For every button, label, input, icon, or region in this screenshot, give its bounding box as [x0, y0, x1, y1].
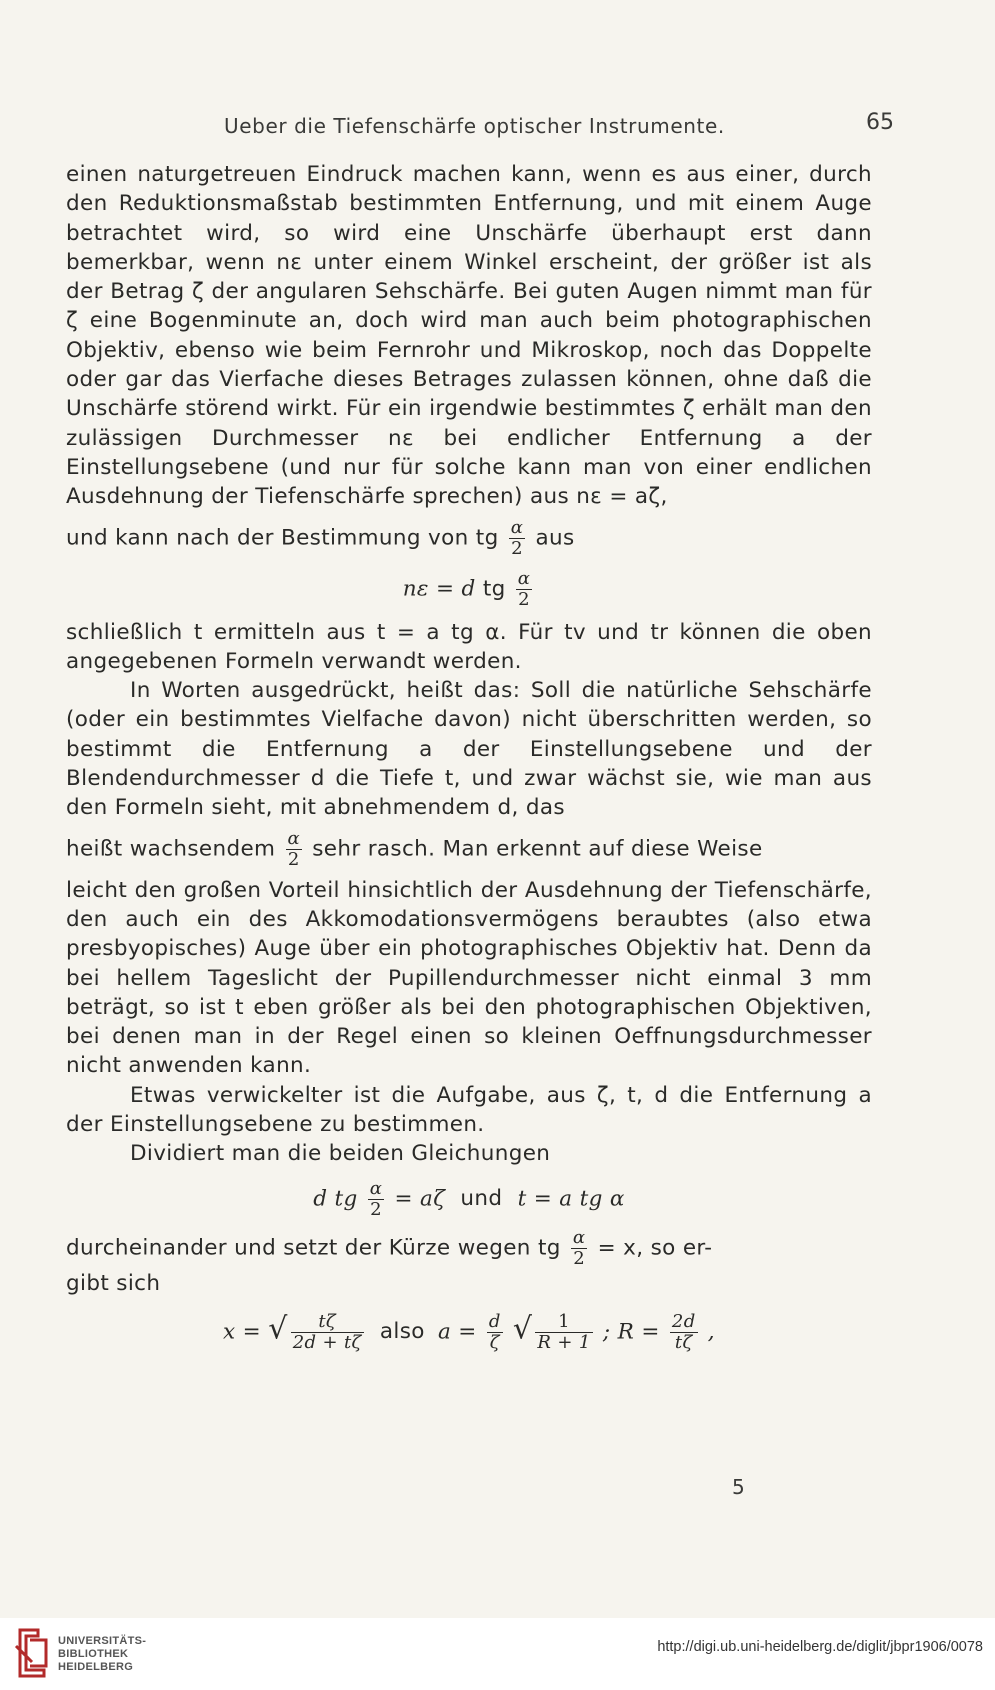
- formula-3-end: ,: [707, 1319, 715, 1345]
- fraction-numerator: 1: [535, 1312, 592, 1333]
- formula-3: [66, 1312, 872, 1353]
- page-header: [64, 110, 894, 144]
- sqrt-sign: √: [512, 1311, 533, 1347]
- paragraph-4-continued: [66, 829, 872, 870]
- paragraph-2-text-b: aus: [535, 525, 575, 551]
- fraction-denominator: 2: [511, 537, 523, 559]
- paragraph-4-text-b1: heißt wachsendem: [66, 836, 276, 862]
- fraction-tz-over-2d-tz: [291, 1312, 364, 1353]
- fraction-numerator: α: [287, 827, 301, 849]
- fraction-numerator: α: [517, 567, 531, 589]
- paragraph-1: einen naturgetreuen Eindruck machen kann, wenn es aus einer, durch den Reduktionsmaßstab bestimmten Entfernung, und mit einem Auge betrachtet wird, so wird eine Unschärfe überhaupt erst dann bemerkbar, wenn nε unter einem Winkel erscheint, der größer ist als der Betrag ζ der angularen Sehschärfe. Bei guten Augen nimmt man für ζ eine Bogenminute an, doch wird man auch beim photographischen Objektiv, ebenso wie beim Fernrohr und Mikroskop, noch das Doppelte oder gar das Vierfache dieses Betrages zulassen können, ohne daß die Unschärfe störend wirkt. Für ein irgendwie bestimmtes ζ erhält man den zulässigen Durchmesser nε bei endlicher Entfernung a der Einstellungsebene (und nur für solche kann man von einer endlichen Ausdehnung der Tiefenschärfe sprechen) aus nε = aζ,: [66, 162, 872, 510]
- formula-3-x: x =: [223, 1319, 262, 1345]
- formula-1: [66, 569, 872, 610]
- footer-bar: [0, 1618, 995, 1690]
- fraction-1-over-r-plus-1: [535, 1312, 592, 1353]
- fraction-alpha-half: [286, 829, 303, 870]
- fraction-denominator: 2: [573, 1247, 586, 1269]
- formula-3-a: a =: [437, 1319, 477, 1345]
- fraction-alpha-half: [516, 569, 533, 610]
- paragraph-7: Dividiert man die beiden Gleichungen: [130, 1141, 551, 1167]
- logo-line-3: HEIDELBERG: [58, 1661, 134, 1673]
- fraction-denominator: 2: [518, 588, 530, 610]
- paragraph-8-text-b: = x, so er-: [597, 1235, 713, 1261]
- fraction-numerator: tζ: [291, 1312, 364, 1333]
- fraction-alpha-half: [571, 1228, 588, 1269]
- formula-2-b: = aζ: [394, 1186, 446, 1212]
- paragraph-8: [66, 1228, 872, 1269]
- signature-mark: 5: [732, 1475, 745, 1499]
- source-url-link[interactable]: http://digi.ub.uni-heidelberg.de/diglit/jbpr1906/0078: [657, 1639, 983, 1655]
- fraction-numerator: d: [488, 1310, 501, 1332]
- paragraph-9: gibt sich: [66, 1270, 161, 1296]
- paragraph-2: [66, 518, 872, 559]
- paragraph-4-text-b2: sehr rasch. Man erkennt auf diese Weise: [312, 836, 763, 862]
- fraction-denominator: ζ: [489, 1331, 500, 1353]
- fraction-alpha-half: [509, 518, 526, 559]
- fraction-numerator: α: [572, 1226, 586, 1248]
- body-text: [66, 160, 872, 1361]
- paragraph-6: Etwas verwickelter ist die Aufgabe, aus ζ, t, d die Entfernung a der Einstellungsebene zu bestimmen.: [66, 1082, 872, 1138]
- formula-2-und: und: [460, 1186, 503, 1212]
- paragraph-5: leicht den großen Vorteil hinsichtlich der Ausdehnung der Tiefenschärfe, den auch ein des Akkomodationsvermögens beraubtes (also etwa presbyopisches) Auge über ein photographisches Objektiv hat. Denn da bei hellem Tageslicht der Pupillendurchmesser nicht einmal 3 mm beträgt, so ist t eben größer als bei den photographischen Objektiven, bei denen man in der Regel einen so kleinen Oeffnungsdurchmesser nicht anwenden kann.: [66, 877, 872, 1079]
- fraction-d-over-zeta: [487, 1312, 503, 1353]
- fraction-numerator: α: [510, 516, 524, 538]
- fraction-numerator: α: [369, 1177, 383, 1199]
- formula-1-tg: tg: [482, 576, 506, 602]
- paragraph-4: In Worten ausgedrückt, heißt das: Soll die natürliche Sehschärfe (oder ein bestimmtes Vielfache davon) nicht überschritten werden, so bestimmt die Entfernung a der Einstellungsebene und der Blendendurchmesser d die Tiefe t, und zwar wächst sie, wie man aus den Formeln sieht, mit abnehmendem d, das: [66, 678, 872, 821]
- fraction-denominator: 2: [287, 848, 300, 870]
- fraction-denominator: 2: [370, 1198, 382, 1220]
- paragraph-2-text-a: und kann nach der Bestimmung von tg: [66, 525, 499, 551]
- formula-2-a: d tg: [313, 1186, 358, 1212]
- fraction-denominator: tζ: [674, 1331, 693, 1353]
- fraction-numerator: 2d: [671, 1310, 696, 1332]
- fraction-denominator: R + 1: [537, 1331, 591, 1353]
- logo-line-2: BIBLIOTHEK: [58, 1648, 129, 1660]
- library-logo-text: [58, 1635, 146, 1674]
- logo-line-1: UNIVERSITÄTS-: [58, 1635, 147, 1647]
- fraction-denominator: 2d + tζ: [292, 1331, 362, 1353]
- formula-3-r: ; R =: [602, 1319, 660, 1345]
- formula-2: [66, 1179, 872, 1220]
- page-number: 65: [866, 110, 894, 135]
- formula-3-also: also: [379, 1319, 425, 1345]
- paragraph-8-text-a: durcheinander und setzt der Kürze wegen tg: [66, 1235, 561, 1261]
- fraction-2d-over-tz: [670, 1312, 698, 1353]
- sqrt-sign: √: [268, 1311, 288, 1347]
- formula-1-left: nε = d: [402, 576, 476, 602]
- fraction-alpha-half: [368, 1179, 385, 1220]
- paragraph-3: schließlich t ermitteln aus t = a tg α. Für tv und tr können die oben angegebenen Formeln verwandt werden.: [66, 619, 872, 674]
- formula-2-c: t = a tg α: [517, 1186, 625, 1212]
- running-title: Ueber die Tiefenschärfe optischer Instrumente.: [224, 114, 725, 138]
- library-logo-icon: [12, 1626, 52, 1678]
